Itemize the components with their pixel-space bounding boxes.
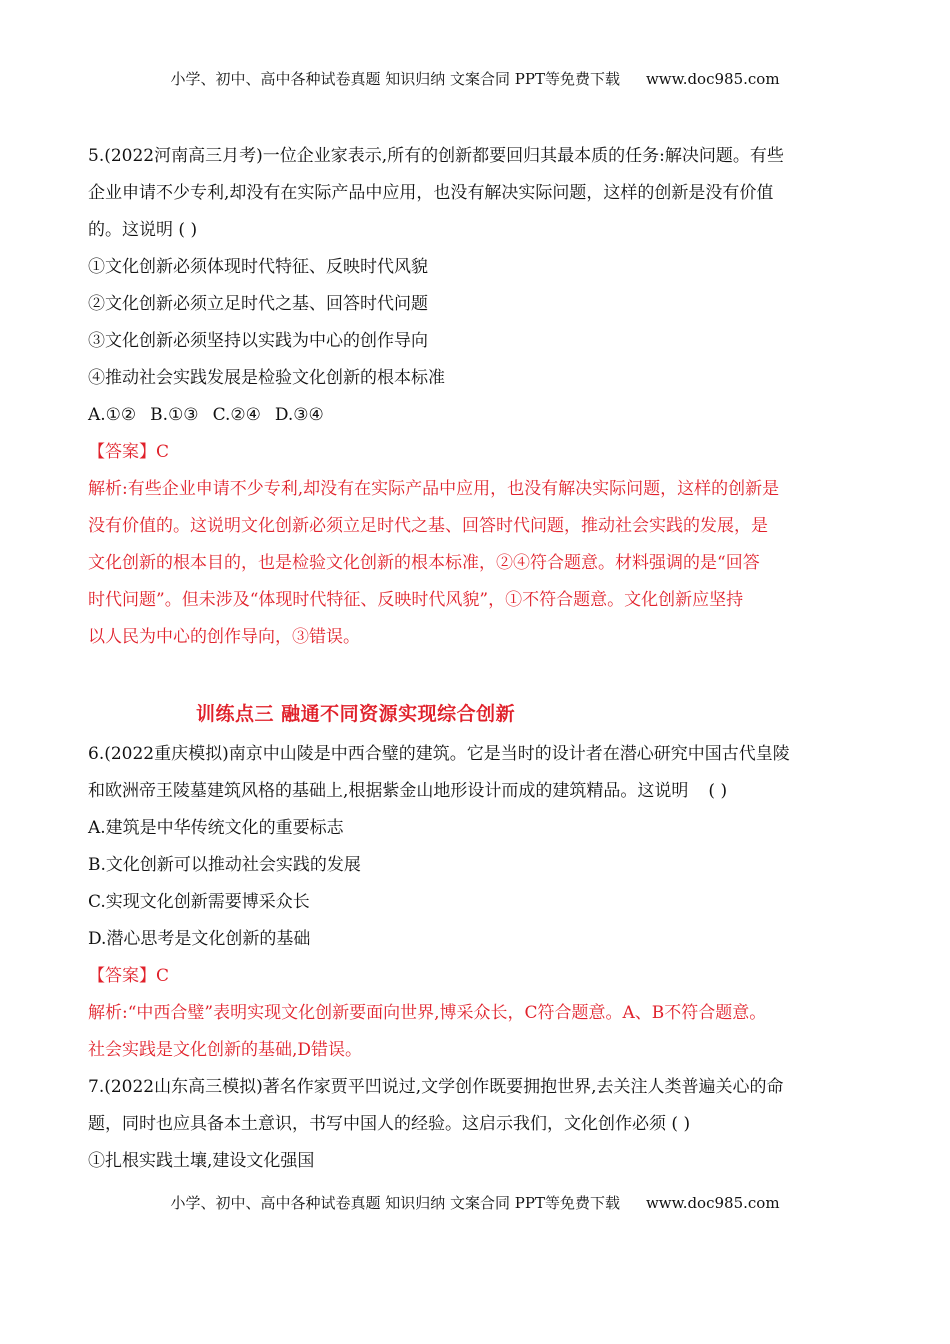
question-7 [88, 1069, 866, 1180]
question-5-analysis-line: 时代问题”。但未涉及“体现时代特征、反映时代风貌”，①不符合题意。文化创新应坚持 [88, 590, 744, 610]
question-6-option: A.建筑是中华传统文化的重要标志 [88, 818, 344, 838]
document-body [88, 138, 866, 1180]
question-5-analysis-line: 解析:有些企业申请不少专利,却没有在实际产品中应用，也没有解决实际问题，这样的创新是 [88, 479, 780, 499]
question-7-stem-line: 题，同时也应具备本土意识，书写中国人的经验。这启示我们，文化创作必须 ( ) [88, 1114, 691, 1134]
answer-paren: ( ) [708, 781, 728, 801]
question-5-answer: 【答案】C [88, 442, 170, 462]
question-5-analysis-line: 文化创新的根本目的，也是检验文化创新的根本标准，②④符合题意。材料强调的是“回答 [88, 553, 760, 573]
question-5-item: ①文化创新必须体现时代特征、反映时代风貌 [88, 257, 428, 277]
question-6-option: B.文化创新可以推动社会实践的发展 [88, 855, 361, 875]
question-6-answer: 【答案】C [88, 966, 170, 986]
question-5-item: ②文化创新必须立足时代之基、回答时代问题 [88, 294, 428, 314]
question-5-item: ④推动社会实践发展是检验文化创新的根本标准 [88, 368, 445, 388]
option-c: C.②④ [212, 405, 261, 425]
question-5-item: ③文化创新必须坚持以实践为中心的创作导向 [88, 331, 428, 351]
header-site-link[interactable]: www.doc985.com [645, 70, 780, 88]
question-6-option: C.实现文化创新需要博采众长 [88, 892, 310, 912]
question-6 [88, 736, 866, 1069]
question-5-analysis-line: 没有价值的。这说明文化创新必须立足时代之基、回答时代问题，推动社会实践的发展，是 [88, 516, 768, 536]
question-5-stem-line: 企业申请不少专利,却没有在实际产品中应用，也没有解决实际问题，这样的创新是没有价值 [88, 183, 774, 203]
option-b: B.①③ [150, 405, 199, 425]
section-title: 训练点三 融通不同资源实现综合创新 [196, 703, 516, 725]
option-d: D.③④ [274, 405, 324, 425]
question-7-stem-line: 7.(2022山东高三模拟)著名作家贾平凹说过,文学创作既要拥抱世界,去关注人类普遍关心的命 [88, 1077, 784, 1097]
page-footer [0, 1192, 950, 1213]
header-text: 小学、初中、高中各种试卷真题 知识归纳 文案合同 PPT等免费下载 [170, 70, 620, 88]
footer-site-link[interactable]: www.doc985.com [645, 1194, 780, 1212]
question-6-stem-line: 6.(2022重庆模拟)南京中山陵是中西合璧的建筑。它是当时的设计者在潜心研究中国古代皇陵 [88, 744, 790, 764]
question-5-stem-line: 的。这说明 ( ) [88, 220, 198, 240]
question-6-stem-line [88, 773, 866, 810]
question-6-analysis-line: 解析:“中西合璧”表明实现文化创新要面向世界,博采众长，C符合题意。A、B不符合题意。 [88, 1003, 767, 1023]
footer-text: 小学、初中、高中各种试卷真题 知识归纳 文案合同 PPT等免费下载 [170, 1194, 620, 1212]
question-6-option: D.潜心思考是文化创新的基础 [88, 929, 311, 949]
question-5-analysis-line: 以人民为中心的创作导向，③错误。 [88, 627, 360, 647]
page-header [0, 68, 950, 89]
question-5-stem-line: 5.(2022河南高三月考)一位企业家表示,所有的创新都要回归其最本质的任务:解决问题。有些 [88, 146, 784, 166]
question-6-stem-text: 和欧洲帝王陵墓建筑风格的基础上,根据紫金山地形设计而成的建筑精品。这说明 [88, 781, 689, 801]
option-a: A.①② [88, 405, 137, 425]
question-7-item: ①扎根实践土壤,建设文化强国 [88, 1151, 315, 1171]
question-6-analysis-line: 社会实践是文化创新的基础,D错误。 [88, 1040, 363, 1060]
question-5-options [88, 397, 866, 434]
question-5 [88, 138, 866, 656]
